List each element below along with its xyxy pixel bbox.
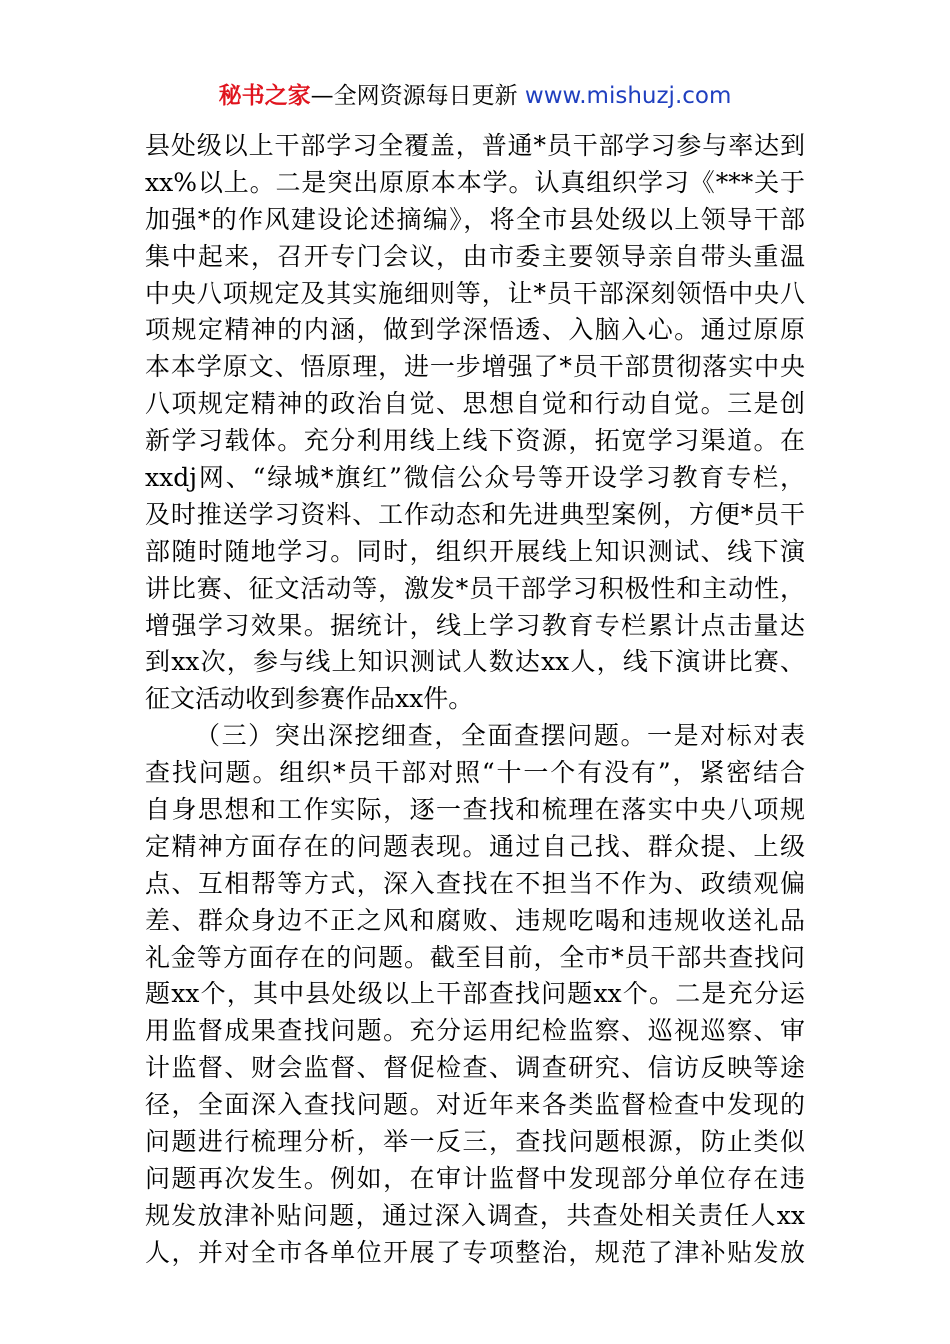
text-line: 讲比赛、征文活动等，激发*员干部学习积极性和主动性， bbox=[145, 573, 805, 603]
text-line: 差、群众身边不正之风和腐败、违规吃喝和违规收送礼品 bbox=[145, 905, 805, 935]
text-line: 计监督、财会监督、督促检查、调查研究、信访反映等途 bbox=[145, 1053, 805, 1083]
text-line: 项规定精神的内涵，做到学深悟透、入脑入心。通过原原 bbox=[145, 315, 805, 345]
text-line: 定精神方面存在的问题表现。通过自己找、群众提、上级 bbox=[145, 831, 805, 861]
text-line: 八项规定精神的政治自觉、思想自觉和行动自觉。三是创 bbox=[145, 389, 805, 419]
text-line: 部随时随地学习。同时，组织开展线上知识测试、线下演 bbox=[145, 536, 805, 566]
text-line: 集中起来，召开专门会议，由市委主要领导亲自带头重温 bbox=[145, 241, 805, 271]
text-line: 人，并对全市各单位开展了专项整治，规范了津补贴发放 bbox=[145, 1237, 805, 1267]
site-brand: 秘书之家 bbox=[218, 83, 311, 109]
text-line: 查找问题。组织*员干部对照“十一个有没有”，紧密结合 bbox=[145, 758, 805, 788]
text-line: 问题进行梳理分析，举一反三，查找问题根源，防止类似 bbox=[145, 1127, 805, 1157]
text-line: 增强学习效果。据统计，线上学习教育专栏累计点击量达 bbox=[145, 610, 805, 640]
text-line: 中央八项规定及其实施细则等，让*员干部深刻领悟中央八 bbox=[145, 278, 805, 308]
text-line: 本本学原文、悟原理，进一步增强了*员干部贯彻落实中央 bbox=[145, 352, 805, 382]
text-line: 题xx个，其中县处级以上干部查找问题xx个。二是充分运 bbox=[145, 979, 805, 1009]
site-tagline: —全网资源每日更新 bbox=[310, 83, 518, 109]
document-body bbox=[145, 128, 805, 1272]
text-line: 县处级以上干部学习全覆盖，普通*员干部学习参与率达到 bbox=[145, 131, 805, 160]
text-line: xxdj网、“绿城*旗红”微信公众号等开设学习教育专栏， bbox=[145, 463, 805, 493]
text-line: 新学习载体。充分利用线上线下资源，拓宽学习渠道。在 bbox=[145, 426, 805, 456]
text-line: 到xx次，参与线上知识测试人数达xx人，线下演讲比赛、 bbox=[145, 647, 805, 677]
text-line: 征文活动收到参赛作品xx件。 bbox=[145, 684, 474, 714]
text-line: 用监督成果查找问题。充分运用纪检监察、巡视巡察、审 bbox=[145, 1016, 805, 1046]
text-line: xx%以上。二是突出原原本本学。认真组织学习《***关于 bbox=[145, 167, 805, 197]
section-heading-line: （三）突出深挖细查，全面查摆问题。一是对标对表 bbox=[195, 721, 805, 751]
text-line: 加强*的作风建设论述摘编》，将全市县处级以上领导干部 bbox=[145, 204, 805, 234]
text-line: 自身思想和工作实际，逐一查找和梳理在落实中央八项规 bbox=[145, 795, 805, 825]
site-header bbox=[0, 80, 950, 112]
text-line: 问题再次发生。例如，在审计监督中发现部分单位存在违 bbox=[145, 1163, 805, 1193]
text-line: 点、互相帮等方式，深入查找在不担当不作为、政绩观偏 bbox=[145, 868, 805, 898]
text-line: 径，全面深入查找问题。对近年来各类监督检查中发现的 bbox=[145, 1090, 805, 1120]
text-line: 及时推送学习资料、工作动态和先进典型案例，方便*员干 bbox=[145, 499, 805, 529]
site-url-link[interactable]: www.mishuzj.com bbox=[524, 83, 732, 109]
text-line: 规发放津补贴问题，通过深入调查，共查处相关责任人xx bbox=[145, 1200, 805, 1230]
text-line: 礼金等方面存在的问题。截至目前，全市*员干部共查找问 bbox=[145, 942, 805, 972]
